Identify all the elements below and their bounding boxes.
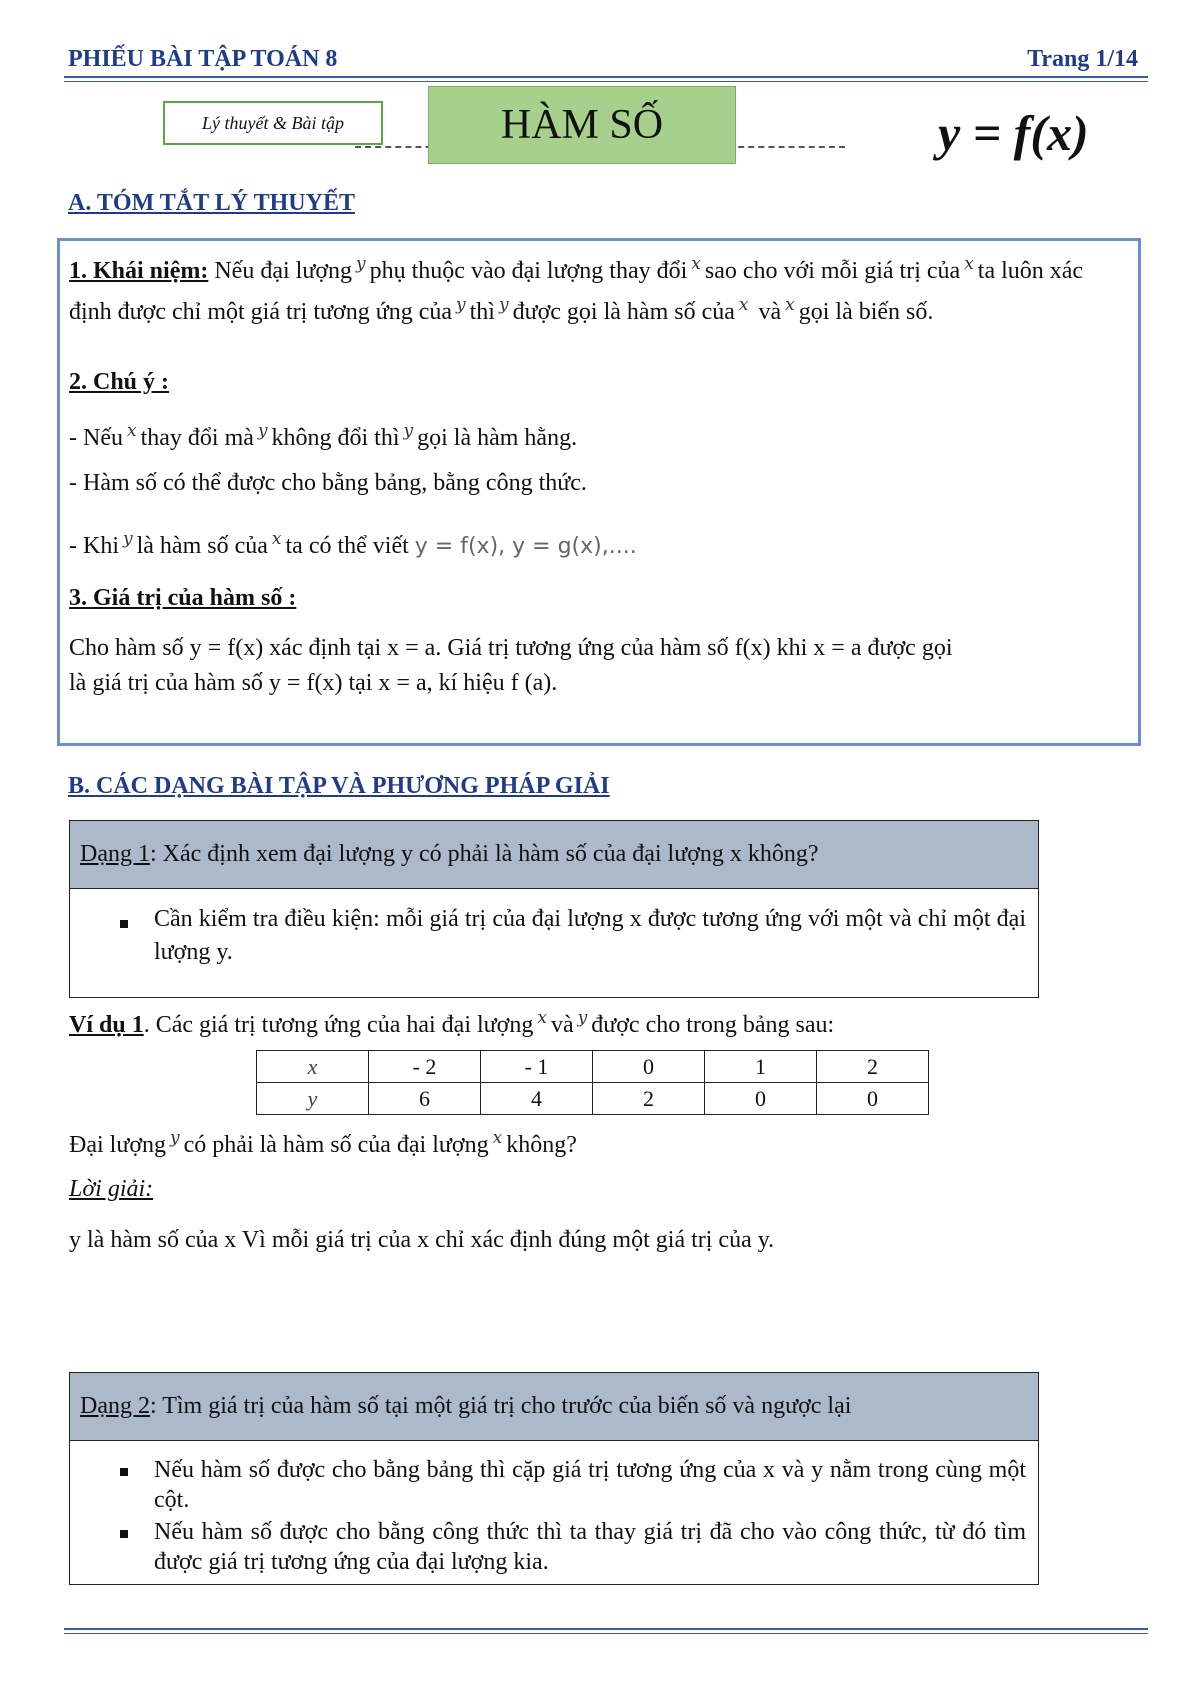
var-x: x xyxy=(271,529,282,549)
solution-text: y là hàm số của x Vì mỗi giá trị của x chỉ xác định đúng một giá trị của y. xyxy=(69,1227,775,1253)
var-y: y xyxy=(123,529,133,549)
dang-1-box xyxy=(69,820,1039,998)
note-text: là hàm số của xyxy=(136,533,268,559)
var-x: x xyxy=(785,295,795,315)
var-x: x xyxy=(126,421,137,441)
dang-1-bullet xyxy=(70,889,1038,969)
note-text: - Nếu xyxy=(69,425,123,451)
table-cell: 2 xyxy=(593,1083,705,1115)
concept-label: 1. Khái niệm: xyxy=(69,258,209,284)
note-3 xyxy=(69,522,1119,564)
concept-text: phụ thuộc vào đại lượng thay đổi xyxy=(369,258,688,284)
note-label: 2. Chú ý : xyxy=(69,369,170,395)
table-cell: 1 xyxy=(705,1051,817,1083)
dang-1-bullet-text: Cần kiểm tra điều kiện: mỗi giá trị của đại lượng x được tương ứng với một và chỉ một đại lượng y. xyxy=(154,906,1026,965)
example-text: được cho trong bảng sau: xyxy=(591,1012,835,1038)
concept-text: gọi là biến số. xyxy=(798,299,934,325)
var-y: y xyxy=(257,421,268,441)
solution-label: Lời giải: xyxy=(69,1176,154,1202)
concept-text: và xyxy=(758,299,782,325)
section-a-title: A. TÓM TẮT LÝ THUYẾT xyxy=(68,190,355,216)
dang-2-bullet-text: Nếu hàm số được cho bằng công thức thì ta thay giá trị đã cho vào công thức, từ đó tìm được giá trị tương ứng của đại lượng kia. xyxy=(154,1519,1026,1575)
concept-text: thì xyxy=(469,299,495,325)
note-text: thay đổi mà xyxy=(140,425,254,451)
var-x: x xyxy=(738,295,749,315)
table-row-y xyxy=(257,1083,929,1115)
var-y: y xyxy=(170,1128,180,1148)
concept-text: Nếu đại lượng xyxy=(214,258,353,284)
table-cell: x xyxy=(257,1051,369,1083)
var-y: y xyxy=(498,295,509,315)
dang-2-bullet-1 xyxy=(70,1441,1038,1515)
note-2: - Hàm số có thể được cho bằng bảng, bằng công thức. xyxy=(69,470,587,496)
var-x: x xyxy=(537,1008,547,1028)
footer-divider xyxy=(64,1628,1148,1630)
header-divider-thin xyxy=(64,81,1148,82)
example-text: . Các giá trị tương ứng của hai đại lượng xyxy=(143,1012,534,1038)
table-cell: y xyxy=(257,1083,369,1115)
value-line-1: Cho hàm số y = f(x) xác định tại x = a. Giá trị tương ứng của hàm số f(x) khi x = a được gọi xyxy=(69,635,953,661)
category-tag: Lý thuyết & Bài tập xyxy=(163,101,383,145)
var-y: y xyxy=(403,421,414,441)
concept-text: sao cho với mỗi giá trị xyxy=(704,258,921,284)
note-text: - Khi xyxy=(69,533,119,559)
note-text: gọi là hàm hằng. xyxy=(417,425,578,451)
value-line-2: là giá trị của hàm số y = f(x) tại x = a, kí hiệu f (a). xyxy=(69,670,558,696)
question-text: không? xyxy=(506,1132,577,1158)
concept-paragraph xyxy=(69,247,1119,329)
footer-divider-thin xyxy=(64,1633,1148,1634)
notation-formula: y = f(x), y = g(x),.... xyxy=(414,534,637,559)
header-divider xyxy=(64,76,1148,78)
concept-text: được gọi là hàm số của xyxy=(512,299,735,325)
var-x: x xyxy=(492,1128,503,1148)
var-y: y xyxy=(456,295,466,315)
dang-2-box xyxy=(69,1372,1039,1585)
example-1 xyxy=(69,1001,1119,1042)
question-text: Đại lượng xyxy=(69,1132,167,1158)
values-table xyxy=(256,1050,929,1115)
concept-text: của xyxy=(926,258,961,284)
table-cell: - 2 xyxy=(369,1051,481,1083)
worksheet-title: PHIẾU BÀI TẬP TOÁN 8 xyxy=(68,46,338,72)
table-cell: - 1 xyxy=(481,1051,593,1083)
concept-text: ta luôn xác định được chỉ một giá trị tương ứng của xyxy=(69,258,1084,325)
page-number: Trang 1/14 xyxy=(1027,46,1138,72)
value-label: 3. Giá trị của hàm số : xyxy=(69,585,297,611)
dang-2-bullet-text: Nếu hàm số được cho bằng bảng thì cặp giá trị tương ứng của x và y nằm trong cùng một cột. xyxy=(154,1457,1026,1513)
var-x: x xyxy=(964,254,974,274)
dang-2-bullet-2 xyxy=(70,1515,1038,1577)
table-cell: 0 xyxy=(593,1051,705,1083)
var-y: y xyxy=(356,254,366,274)
question-text: có phải là hàm số của đại lượng xyxy=(183,1132,489,1158)
dang-1-header xyxy=(70,821,1038,889)
example-question xyxy=(69,1121,1119,1162)
bullet-icon xyxy=(120,1468,128,1476)
note-text: không đổi thì xyxy=(271,425,400,451)
table-cell: 0 xyxy=(817,1083,929,1115)
table-cell: 6 xyxy=(369,1083,481,1115)
bullet-icon xyxy=(120,920,128,928)
table-cell: 4 xyxy=(481,1083,593,1115)
example-label: Ví dụ 1 xyxy=(69,1012,144,1038)
lesson-title: HÀM SỐ xyxy=(428,86,736,164)
note-1 xyxy=(69,414,1119,455)
bullet-icon xyxy=(120,1530,128,1538)
var-x: x xyxy=(691,254,701,274)
note-text: ta có thể viết xyxy=(285,533,409,559)
section-b-title: B. CÁC DẠNG BÀI TẬP VÀ PHƯƠNG PHÁP GIẢI xyxy=(68,773,610,799)
table-cell: 2 xyxy=(817,1051,929,1083)
dang-2-header xyxy=(70,1373,1038,1441)
dang-2-label: Dạng 2 xyxy=(80,1393,150,1419)
table-row-x xyxy=(257,1051,929,1083)
dang-1-text: : Xác định xem đại lượng y có phải là hàm số của đại lượng x không? xyxy=(149,841,819,867)
example-text: và xyxy=(550,1012,574,1038)
var-y: y xyxy=(577,1008,588,1028)
function-formula: y = f(x) xyxy=(938,105,1089,161)
dang-1-label: Dạng 1 xyxy=(80,841,150,867)
dang-2-text: : Tìm giá trị của hàm số tại một giá trị cho trước của biến số và ngược lại xyxy=(149,1393,852,1419)
table-cell: 0 xyxy=(705,1083,817,1115)
